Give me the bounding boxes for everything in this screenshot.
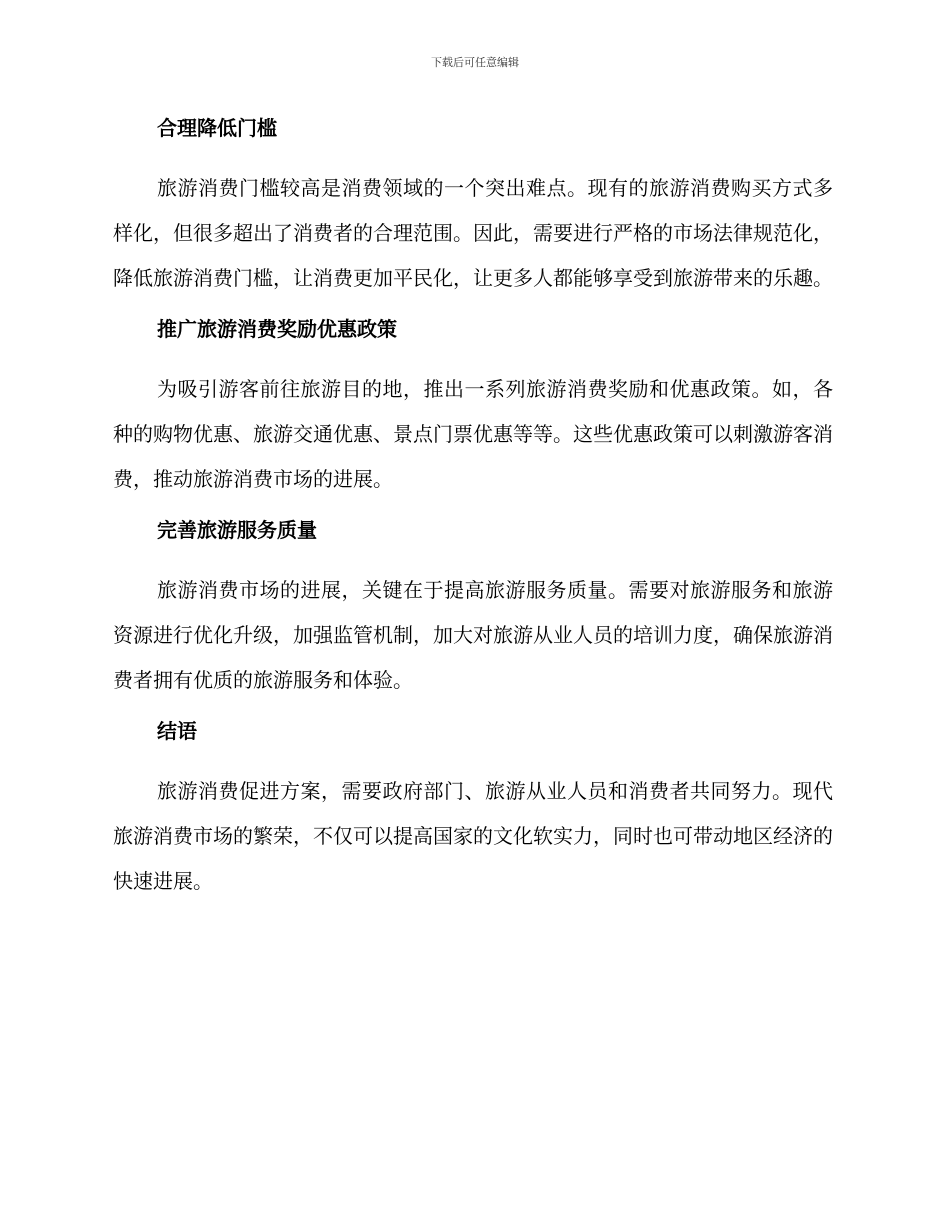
section-paragraph: 旅游消费促进方案，需要政府部门、旅游从业人员和消费者共同努力。现代旅游消费市场的繁荣，不仅可以提高国家的文化软实力，同时也可带动地区经济的快速进展。	[113, 779, 833, 893]
section-conclusion	[113, 715, 833, 904]
section-heading: 结语	[157, 719, 197, 743]
section-paragraph: 为吸引游客前往旅游目的地，推出一系列旅游消费奖励和优惠政策。如，各种的购物优惠、旅游交通优惠、景点门票优惠等等。这些优惠政策可以刺激游客消费，推动旅游消费市场的进展。	[113, 377, 833, 491]
section-heading: 合理降低门槛	[157, 116, 277, 140]
section-paragraph: 旅游消费市场的进展，关键在于提高旅游服务质量。需要对旅游服务和旅游资源进行优化升级，加强监管机制，加大对旅游从业人员的培训力度，确保旅游消费者拥有优质的旅游服务和体验。	[113, 578, 833, 692]
header-note: 下载后可任意编辑	[431, 56, 519, 69]
section-paragraph: 旅游消费门槛较高是消费领域的一个突出难点。现有的旅游消费购买方式多样化，但很多超出了消费者的合理范围。因此，需要进行严格的市场法律规范化，降低旅游消费门槛，让消费更加平民化，让更多人都能够享受到旅游带来的乐趣。	[113, 176, 833, 290]
document-body	[113, 112, 833, 916]
section-service-quality	[113, 514, 833, 703]
section-lower-threshold	[113, 112, 833, 301]
section-heading: 完善旅游服务质量	[157, 518, 317, 542]
section-incentive-policies	[113, 313, 833, 502]
section-heading: 推广旅游消费奖励优惠政策	[157, 317, 397, 341]
